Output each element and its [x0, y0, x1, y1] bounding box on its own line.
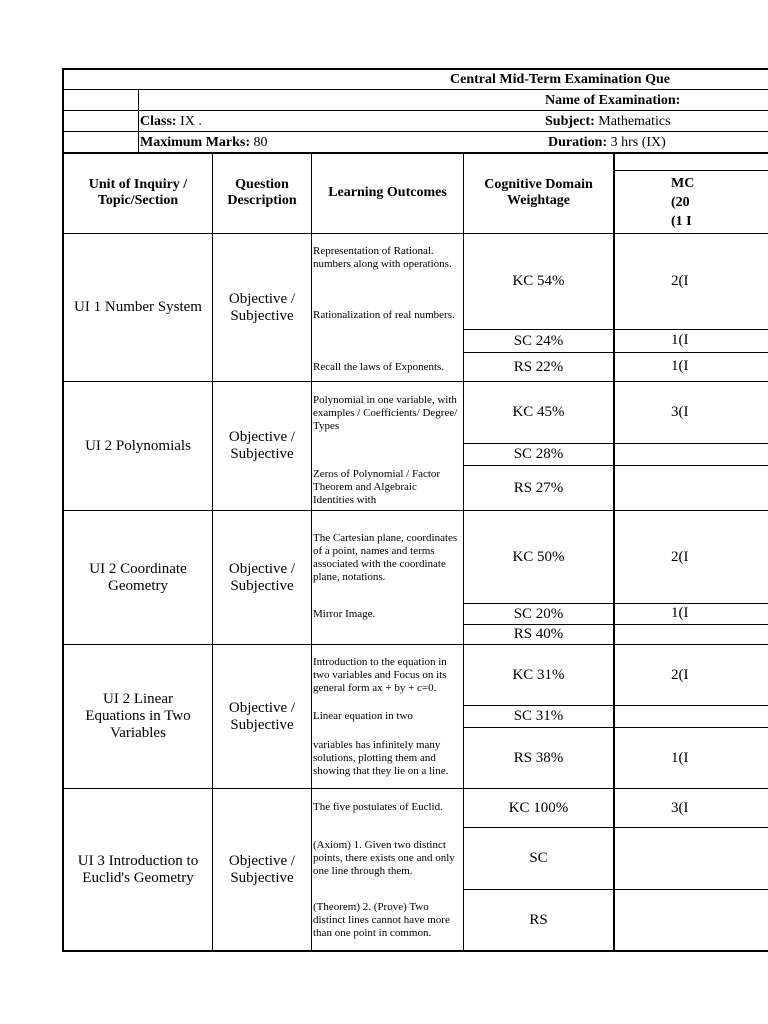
question-cell: Objective / Subjective	[228, 699, 296, 733]
outcome-text: Introduction to the equation in two variables and Focus on its general form ax + by + c=0.	[313, 656, 447, 694]
unit-cell: UI 2 Coordinate Geometry	[89, 560, 187, 594]
cognitive-cell: KC 31%	[512, 666, 565, 683]
subject-field	[545, 114, 671, 130]
mcq-cell: 2(I	[671, 549, 689, 565]
outcome-text: (Theorem) 2. (Prove) Two distinct lines cannot have more than one point in common.	[313, 901, 450, 939]
cognitive-cell: SC 28%	[513, 446, 564, 462]
col-header-outcomes: Learning Outcomes	[328, 185, 447, 200]
unit-cell: UI 1 Number System	[74, 299, 202, 315]
cognitive-cell: RS 40%	[513, 626, 564, 642]
duration-value: 3 hrs (IX)	[610, 135, 666, 150]
outcome-text: The five postulates of Euclid.	[313, 801, 443, 813]
cognitive-cell: KC 45%	[512, 404, 565, 420]
outcome-text: Recall the laws of Exponents.	[313, 361, 445, 373]
mcq-cell: 1(I	[671, 358, 689, 374]
header-col-divider	[138, 89, 139, 152]
question-cell: Objective / Subjective	[228, 560, 296, 594]
cognitive-cell: SC 24%	[513, 332, 564, 349]
col-header-unit: Unit of Inquiry / Topic/Section	[88, 177, 188, 208]
header-divider	[62, 89, 768, 90]
col-header-cognitive: Cognitive Domain Weightage	[484, 177, 593, 208]
duration-field	[548, 135, 666, 151]
mcq-cell: 1(I	[671, 605, 689, 621]
unit-cell: UI 2 Polynomials	[85, 437, 191, 454]
class-value: IX .	[180, 114, 202, 129]
subject-value: Mathematics	[598, 114, 671, 129]
cognitive-cell: SC	[529, 850, 548, 866]
col-header-mcq-2: (20	[671, 195, 690, 210]
col-divider	[311, 152, 312, 952]
cognitive-cell: RS 38%	[513, 749, 564, 766]
mcq-cell: 1(I	[671, 332, 689, 348]
class-label: Class:	[140, 114, 177, 129]
max-marks-field	[140, 135, 268, 151]
header-divider	[62, 131, 768, 132]
unit-cell: UI 3 Introduction to Euclid's Geometry	[77, 852, 199, 886]
table-top-border	[62, 68, 768, 70]
header-divider	[62, 110, 768, 111]
col-header-mcq-3: (1 I	[671, 214, 692, 229]
col-header-mcq-1: MC	[671, 176, 695, 191]
class-field	[140, 114, 202, 130]
col-divider	[613, 152, 615, 952]
cognitive-cell: KC 100%	[508, 799, 569, 816]
mcq-cell: 3(I	[671, 404, 689, 420]
duration-label: Duration:	[548, 135, 608, 150]
table-bottom-border	[62, 950, 768, 952]
outcome-text: Linear equation in two	[313, 710, 413, 722]
cognitive-cell: RS 22%	[513, 358, 564, 375]
question-cell: Objective / Subjective	[228, 852, 296, 886]
outcome-text: Polynomial in one variable, with examples / Coefficients/ Degree/ Types	[313, 394, 458, 432]
outcome-text: (Axiom) 1. Given two distinct points, there exists one and only one line through them.	[313, 839, 455, 877]
document-title: Central Mid-Term Examination Que	[450, 72, 670, 87]
unit-cell: UI 2 Linear Equations in Two Variables	[85, 691, 191, 741]
mcq-cell: 2(I	[671, 273, 689, 289]
max-marks-label: Maximum Marks:	[140, 135, 251, 150]
mcq-cell: 3(I	[671, 800, 689, 816]
cognitive-cell: SC 20%	[513, 605, 564, 622]
outcome-text: The Cartesian plane, coordinates of a point, names and terms associated with the coordinate plane, notations.	[313, 532, 458, 583]
mcq-header-line	[614, 170, 768, 171]
cognitive-cell: KC 50%	[512, 548, 565, 565]
col-header-question: Question Description	[227, 177, 297, 208]
exam-name-label: Name of Examination:	[545, 93, 681, 108]
subject-label: Subject:	[545, 114, 595, 129]
outcome-text: Representation of Rational. numbers along with operations.	[313, 245, 452, 270]
question-cell: Objective / Subjective	[228, 429, 296, 462]
mcq-cell: 1(I	[671, 750, 689, 766]
outcome-text: Zeros of Polynomial / Factor Theorem and Algebraic Identities with	[313, 468, 441, 506]
cognitive-cell: KC 54%	[512, 273, 565, 289]
cognitive-cell: RS	[529, 911, 548, 928]
cognitive-cell: RS 27%	[513, 479, 564, 496]
outcome-text: variables has infinitely many solutions, plotting them and showing that they lie on a line.	[313, 739, 449, 777]
cognitive-cell: SC 31%	[513, 708, 564, 724]
outcome-text: Rationalization of real numbers.	[313, 309, 455, 321]
max-marks-value: 80	[253, 135, 268, 150]
outcome-text: Mirror Image.	[313, 608, 376, 620]
mcq-cell: 2(I	[671, 667, 689, 683]
question-cell: Objective / Subjective	[228, 290, 296, 324]
